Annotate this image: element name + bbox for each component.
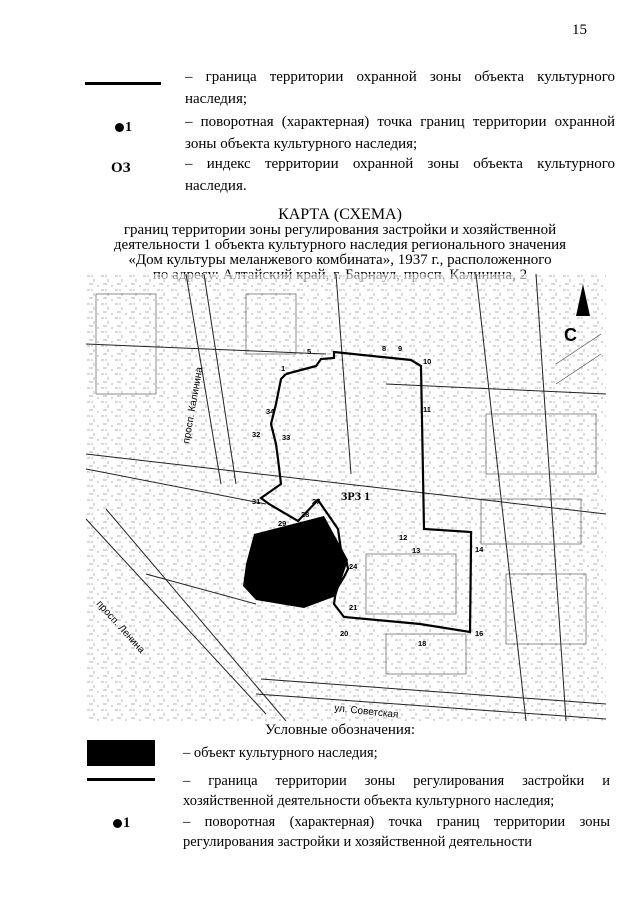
legend-item-point — [85, 111, 615, 155]
point-label: 28 — [301, 510, 310, 519]
cadastral-map — [86, 274, 606, 721]
map-svg — [86, 274, 606, 721]
legend-item-index — [85, 153, 615, 197]
legend-item-boundary — [85, 66, 615, 110]
point-label: 11 — [423, 405, 431, 414]
point-label: 14 — [475, 545, 484, 554]
map-title — [60, 206, 620, 283]
north-label: С — [564, 325, 577, 345]
point-label: 12 — [399, 533, 408, 542]
point-label: 9 — [398, 344, 403, 353]
point-label: 8 — [382, 344, 387, 353]
legend-text: – граница территории охранной зоны объекта культурного наследия; — [185, 69, 615, 107]
point-label: 24 — [349, 562, 358, 571]
point-label: 33 — [282, 433, 291, 442]
point-label: 13 — [412, 546, 421, 555]
boundary-line-symbol — [87, 778, 155, 781]
legend-text: – поворотная (характерная) точка границ территории зоны регулирования застройки и хозяйственной деятельности — [183, 814, 610, 850]
point-label: 34 — [266, 407, 275, 416]
zone-label: ЗРЗ 1 — [341, 489, 371, 503]
map-title-line: границ территории зоны регулирования застройки и хозяйственной — [123, 222, 557, 238]
point-symbol: 1 — [113, 813, 130, 833]
point-label: 31 — [252, 497, 261, 506]
legend-text: – объект культурного наследия; — [183, 745, 378, 761]
boundary-line-symbol — [85, 82, 161, 85]
point-label: 18 — [418, 639, 427, 648]
point-label: 32 — [252, 430, 261, 439]
point-label: 16 — [475, 629, 484, 638]
point-label: 10 — [423, 357, 432, 366]
map-title-line: деятельности 1 объекта культурного наследия регионального значения — [113, 237, 567, 253]
page-number: 15 — [572, 22, 587, 38]
legend-heading: Условные обозначения: — [265, 722, 416, 738]
point-label: 27 — [312, 497, 321, 506]
map-heading: КАРТА (СХЕМА) — [278, 206, 402, 223]
legend-text: – граница территории зоны регулирования застройки и хозяйственной деятельности объекта культурного наследия; — [183, 773, 610, 809]
street-label: ул. Советская — [333, 703, 399, 721]
point-label: 21 — [349, 603, 358, 612]
point-label: 29 — [278, 519, 287, 528]
street-label: просп. Ленина — [93, 598, 147, 656]
legend-text: – индекс территории охранной зоны объекта культурного наследия. — [185, 156, 615, 194]
point-label: 1 — [281, 364, 286, 373]
point-symbol: 1 — [115, 117, 132, 139]
legend-text: – поворотная (характерная) точка границ территории охранной зоны объекта культурного наследия; — [185, 114, 615, 152]
heritage-object-symbol — [87, 740, 155, 766]
point-label: 20 — [340, 629, 349, 638]
index-symbol: ОЗ — [111, 160, 131, 176]
map-title-line: «Дом культуры меланжевого комбината», 1937 г., расположенного — [128, 252, 552, 268]
street-label: просп. Калинина — [181, 366, 206, 445]
point-label: 5 — [307, 347, 312, 356]
